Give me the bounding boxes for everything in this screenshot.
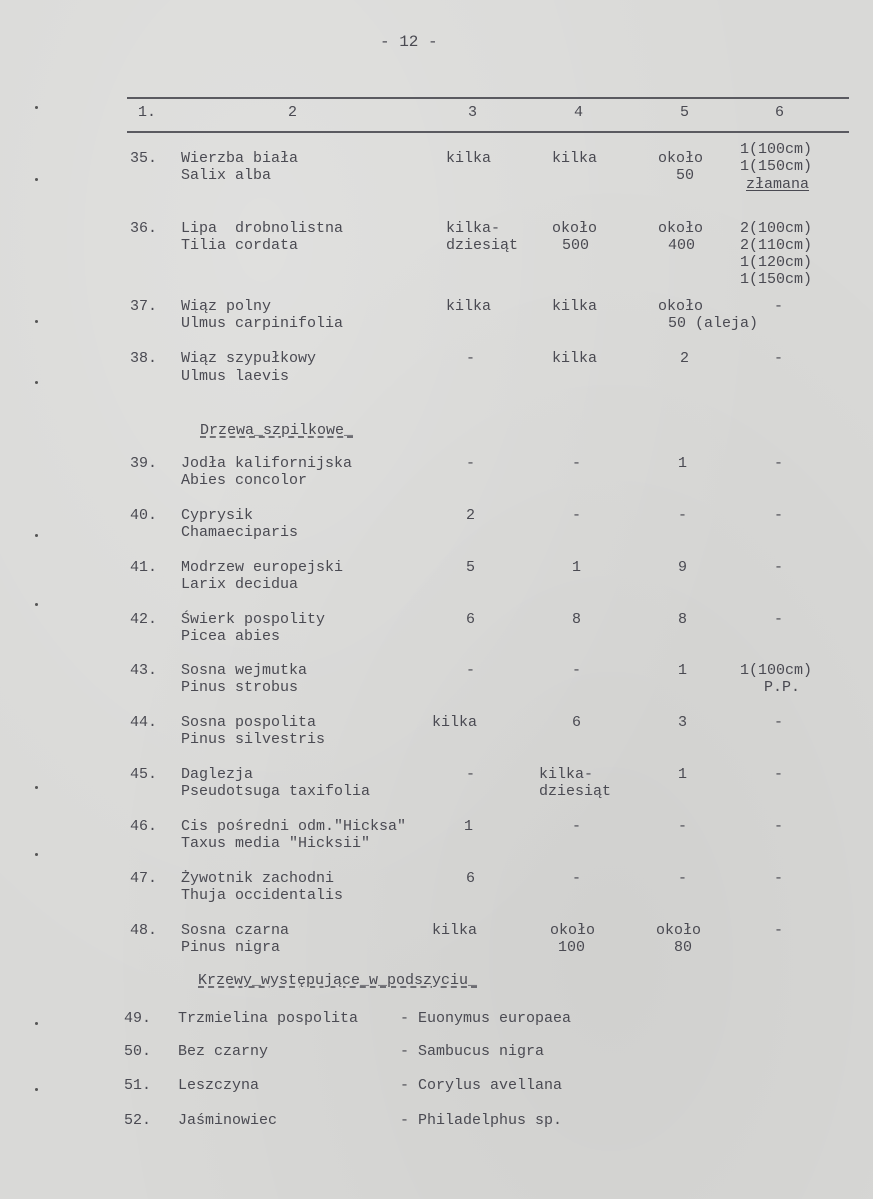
col4-value: kilka [552, 350, 598, 367]
col6-value: - [774, 350, 784, 367]
col5-value: - [678, 818, 688, 835]
col6-value: - [774, 714, 784, 731]
page-number: - 12 - [380, 33, 438, 51]
section-heading-shrubs: Krzewy_występujące_w_podszyciu_ [198, 972, 478, 989]
margin-mark [35, 853, 38, 856]
col5-value: około [656, 922, 702, 939]
species-latin-name: Chamaeciparis [181, 524, 299, 541]
species-latin-name: Abies concolor [181, 472, 308, 489]
col5-value: 400 [668, 237, 696, 254]
row-number: 52. [124, 1112, 152, 1129]
col5-value: 1 [678, 766, 688, 783]
species-polish-name: Cyprysik [181, 507, 254, 524]
row-number: 47. [130, 870, 158, 887]
row-number: 44. [130, 714, 158, 731]
col6-note: złamana [746, 176, 810, 193]
row-number: 40. [130, 507, 158, 524]
col3-value: dziesiąt [446, 237, 519, 254]
row-number: 38. [130, 350, 158, 367]
species-polish-name: Wierzba biała [181, 150, 299, 167]
species-polish-name: Świerk pospolity [181, 611, 326, 628]
col5-value: około [658, 298, 704, 315]
species-latin-name: Picea abies [181, 628, 281, 645]
species-latin-name: Pinus strobus [181, 679, 299, 696]
column-header-4: 4 [574, 104, 584, 121]
col6-value: - [774, 818, 784, 835]
col6-value: 1(120cm) [740, 254, 813, 271]
shrub-polish-name: Jaśminowiec [178, 1112, 278, 1129]
col6-note: P.P. [764, 679, 801, 696]
margin-mark [35, 1088, 38, 1091]
col3-value: kilka [432, 714, 478, 731]
col4-value: kilka [552, 298, 598, 315]
species-latin-name: Larix decidua [181, 576, 299, 593]
species-polish-name: Wiąz polny [181, 298, 272, 315]
col4-value: - [572, 870, 582, 887]
shrub-latin-name: - Euonymus europaea [400, 1010, 572, 1027]
species-polish-name: Sosna czarna [181, 922, 290, 939]
species-polish-name: Sosna pospolita [181, 714, 317, 731]
col6-value: - [774, 870, 784, 887]
col5-value: 1 [678, 662, 688, 679]
col5-value: około [658, 150, 704, 167]
species-latin-name: Salix alba [181, 167, 272, 184]
col6-value: 1(100cm) [740, 662, 813, 679]
column-header-1: 1. [138, 104, 157, 121]
shrub-polish-name: Trzmielina pospolita [178, 1010, 359, 1027]
shrub-latin-name: - Philadelphus sp. [400, 1112, 563, 1129]
col5-value: 50 (aleja) [668, 315, 759, 332]
col6-value: 2(100cm) [740, 220, 813, 237]
margin-mark [35, 534, 38, 537]
col6-value: 2(110cm) [740, 237, 813, 254]
col3-value: - [466, 662, 476, 679]
col5-value: 80 [674, 939, 693, 956]
col3-value: kilka [432, 922, 478, 939]
col3-value: - [466, 455, 476, 472]
table-top-rule [127, 97, 849, 99]
col6-value: - [774, 559, 784, 576]
species-latin-name: Tilia cordata [181, 237, 299, 254]
col4-value: - [572, 507, 582, 524]
col5-value: - [678, 870, 688, 887]
margin-mark [35, 381, 38, 384]
col5-value: 50 [676, 167, 695, 184]
col5-value: 8 [678, 611, 688, 628]
species-polish-name: Wiąz szypułkowy [181, 350, 317, 367]
species-latin-name: Pinus silvestris [181, 731, 326, 748]
col3-value: 2 [466, 507, 476, 524]
col4-value: - [572, 455, 582, 472]
shrub-latin-name: - Corylus avellana [400, 1077, 563, 1094]
col4-value: dziesiąt [539, 783, 612, 800]
row-number: 50. [124, 1043, 152, 1060]
column-header-5: 5 [680, 104, 690, 121]
section-heading-conifers: Drzewa_szpilkowe_ [200, 422, 354, 439]
margin-mark [35, 178, 38, 181]
column-header-6: 6 [775, 104, 785, 121]
col6-value: - [774, 922, 784, 939]
col6-value: - [774, 507, 784, 524]
col4-value: 100 [558, 939, 586, 956]
col3-value: kilka [446, 298, 492, 315]
margin-mark [35, 603, 38, 606]
col4-value: kilka [552, 150, 598, 167]
col5-value: około [658, 220, 704, 237]
row-number: 39. [130, 455, 158, 472]
species-latin-name: Ulmus laevis [181, 368, 290, 385]
shrub-polish-name: Bez czarny [178, 1043, 269, 1060]
species-latin-name: Thuja occidentalis [181, 887, 344, 904]
shrub-latin-name: - Sambucus nigra [400, 1043, 545, 1060]
col4-value: 1 [572, 559, 582, 576]
col3-value: - [466, 350, 476, 367]
col4-value: 500 [562, 237, 590, 254]
col6-value: - [774, 298, 784, 315]
col5-value: 2 [680, 350, 690, 367]
species-polish-name: Sosna wejmutka [181, 662, 308, 679]
row-number: 48. [130, 922, 158, 939]
col5-value: 1 [678, 455, 688, 472]
col4-value: kilka- [539, 766, 594, 783]
col5-value: 9 [678, 559, 688, 576]
row-number: 49. [124, 1010, 152, 1027]
col4-value: - [572, 818, 582, 835]
row-number: 36. [130, 220, 158, 237]
column-header-3: 3 [468, 104, 478, 121]
col3-value: 6 [466, 611, 476, 628]
table-header-rule [127, 131, 849, 133]
col6-value: - [774, 455, 784, 472]
species-polish-name: Daglezja [181, 766, 254, 783]
species-polish-name: Jodła kalifornijska [181, 455, 353, 472]
species-polish-name: Żywotnik zachodni [181, 870, 335, 887]
species-polish-name: Modrzew europejski [181, 559, 344, 576]
row-number: 42. [130, 611, 158, 628]
col5-value: - [678, 507, 688, 524]
col3-value: kilka- [446, 220, 501, 237]
row-number: 51. [124, 1077, 152, 1094]
species-polish-name: Lipa drobnolistna [181, 220, 344, 237]
column-header-2: 2 [288, 104, 298, 121]
margin-mark [35, 1022, 38, 1025]
col3-value: 1 [464, 818, 474, 835]
col4-value: około [552, 220, 598, 237]
species-polish-name: Cis pośredni odm."Hicksa" [181, 818, 407, 835]
col4-value: 6 [572, 714, 582, 731]
margin-mark [35, 320, 38, 323]
col6-value: 1(150cm) [740, 271, 813, 288]
species-latin-name: Pseudotsuga taxifolia [181, 783, 371, 800]
col3-value: kilka [446, 150, 492, 167]
col3-value: 5 [466, 559, 476, 576]
col6-value: 1(100cm) [740, 141, 813, 158]
row-number: 45. [130, 766, 158, 783]
col6-value: - [774, 766, 784, 783]
col4-value: 8 [572, 611, 582, 628]
col5-value: 3 [678, 714, 688, 731]
col4-value: około [550, 922, 596, 939]
species-latin-name: Taxus media "Hicksii" [181, 835, 371, 852]
row-number: 35. [130, 150, 158, 167]
col3-value: 6 [466, 870, 476, 887]
row-number: 37. [130, 298, 158, 315]
col3-value: - [466, 766, 476, 783]
margin-mark [35, 786, 38, 789]
col4-value: - [572, 662, 582, 679]
species-latin-name: Ulmus carpinifolia [181, 315, 344, 332]
row-number: 41. [130, 559, 158, 576]
row-number: 46. [130, 818, 158, 835]
species-latin-name: Pinus nigra [181, 939, 281, 956]
shrub-polish-name: Leszczyna [178, 1077, 260, 1094]
col6-value: 1(150cm) [740, 158, 813, 175]
row-number: 43. [130, 662, 158, 679]
col6-value: - [774, 611, 784, 628]
margin-mark [35, 106, 38, 109]
